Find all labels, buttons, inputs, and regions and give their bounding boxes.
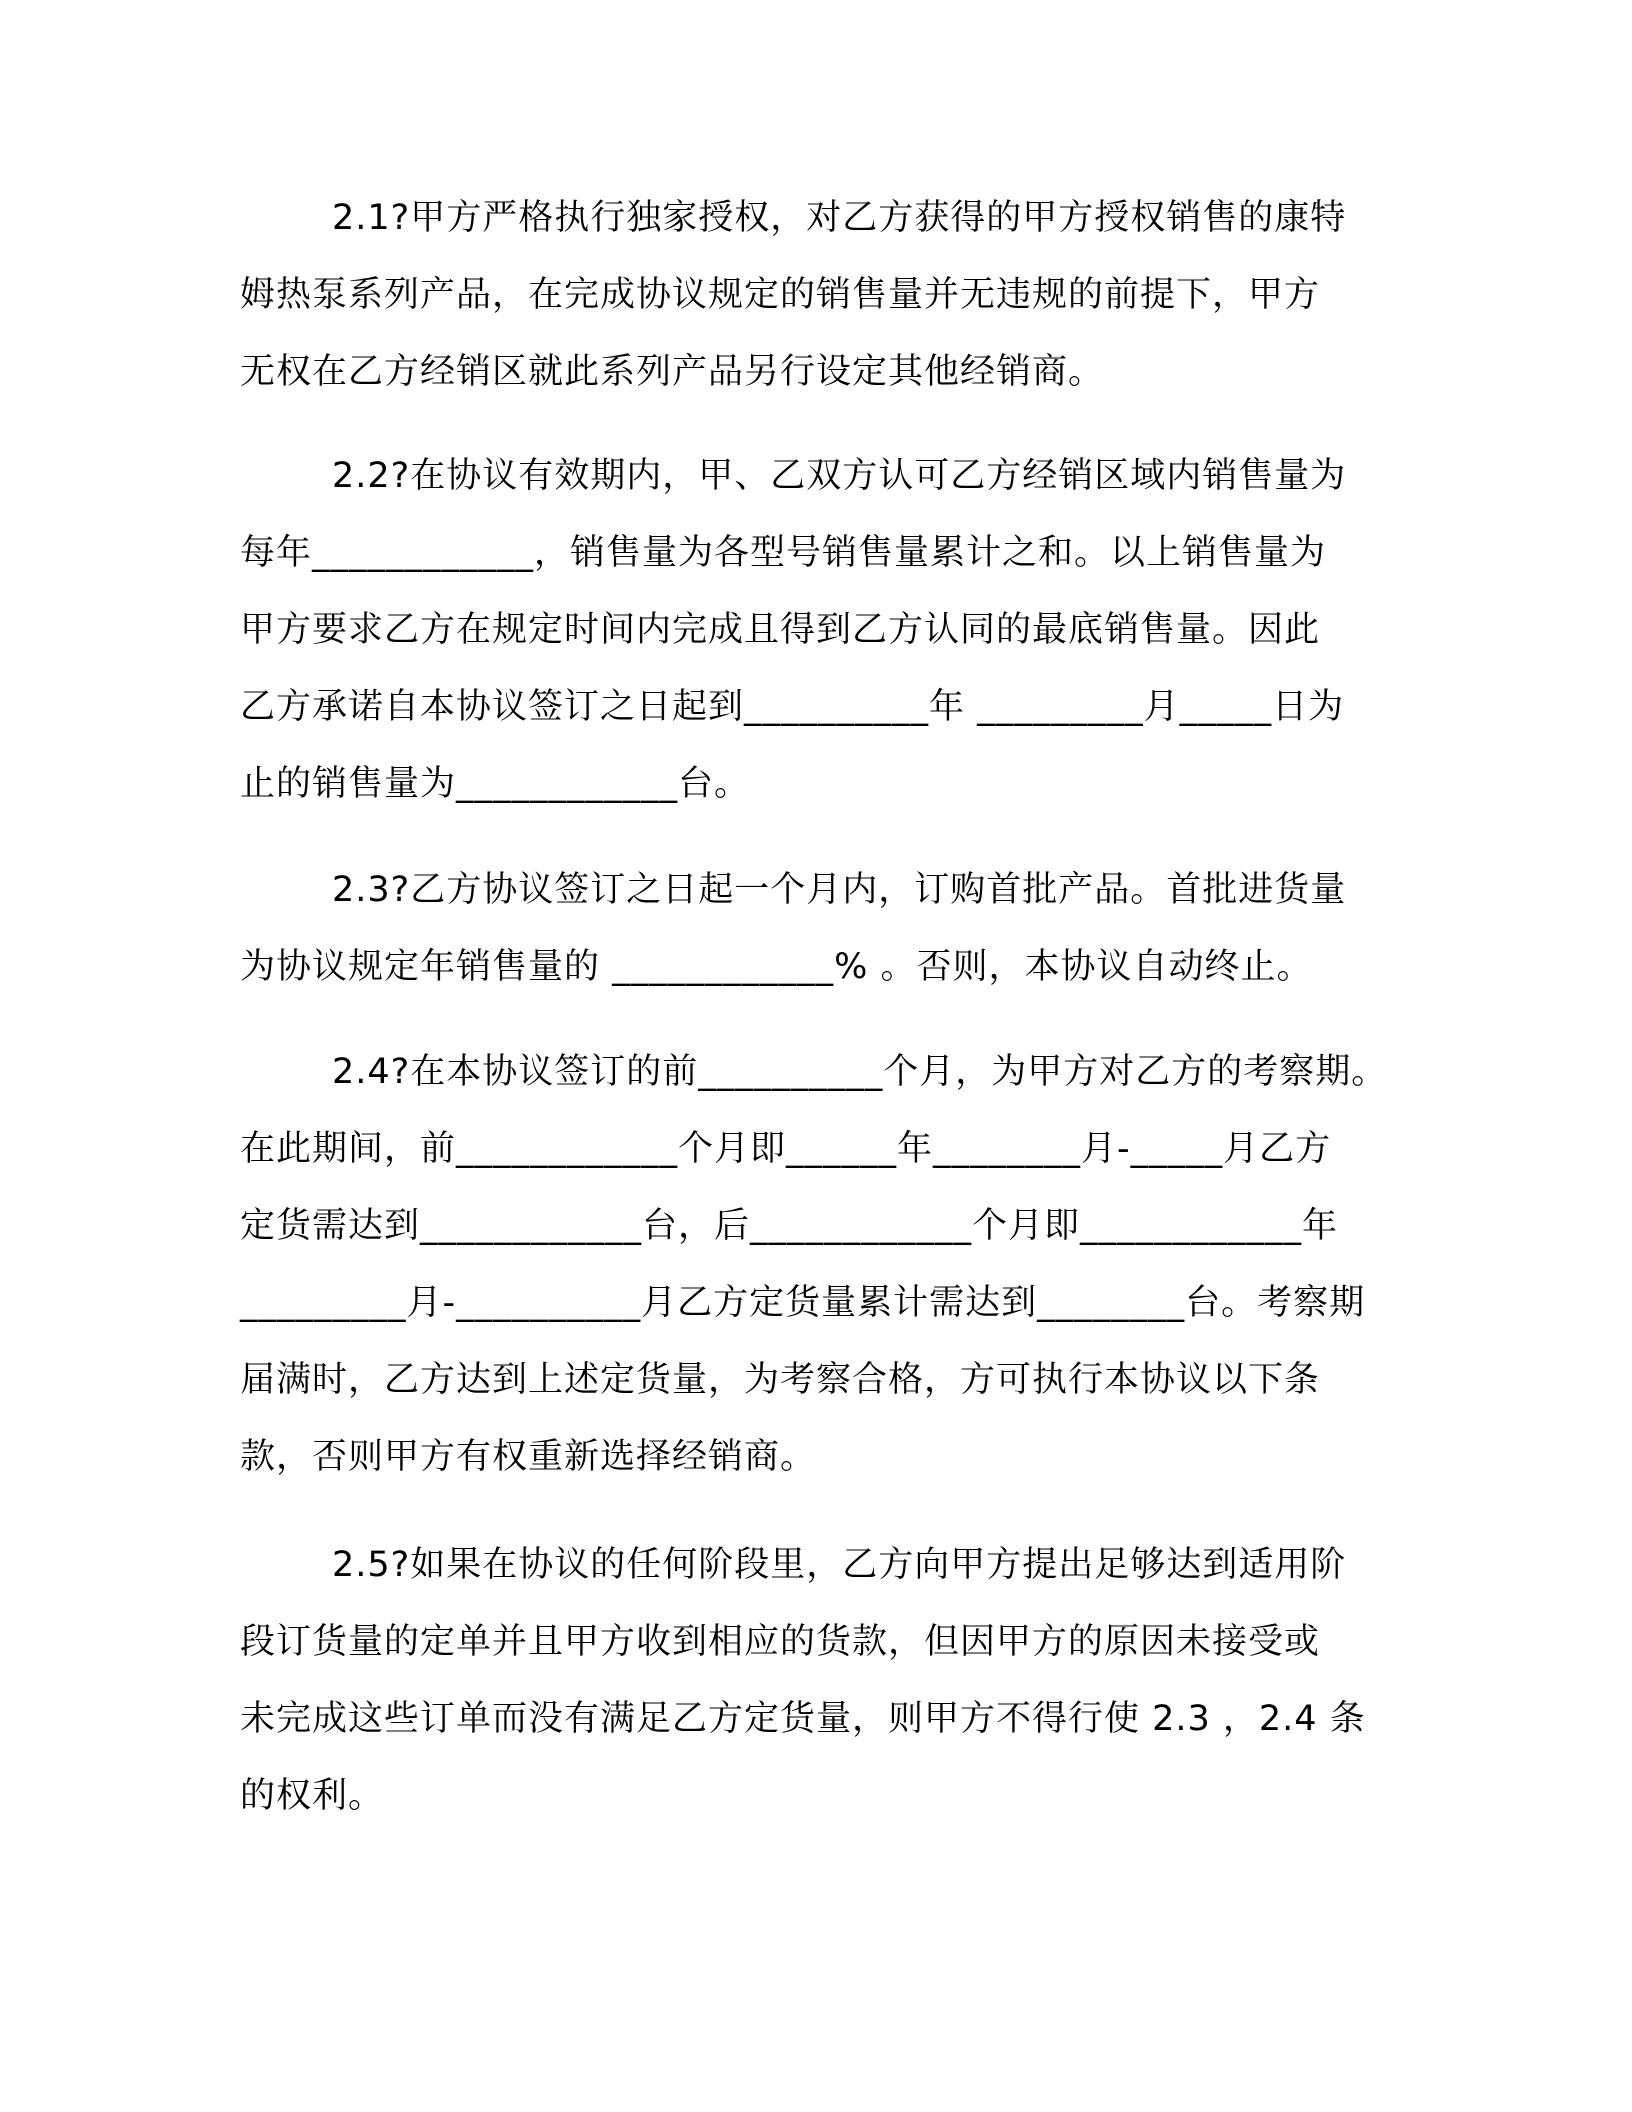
clause-2-4-paragraph: [240, 1034, 1405, 1496]
text-line: 2.3?乙方协议签订之日起一个月内，订购首批产品。首批进货量: [332, 870, 1347, 910]
text-line: 止的销售量为____________台。: [240, 764, 751, 804]
text-line: 未完成这些订单而没有满足乙方定货量，则甲方不得行使 2.3 ，2.4 条: [240, 1699, 1366, 1739]
clause-2-5-paragraph: [240, 1527, 1405, 1835]
text-line: 无权在乙方经销区就此系列产品另行设定其他经销商。: [240, 352, 1105, 392]
text-line: 2.5?如果在协议的任何阶段里，乙方向甲方提出足够达到适用阶: [332, 1545, 1347, 1585]
text-line: 款，否则甲方有权重新选择经销商。: [240, 1437, 817, 1477]
clause-2-2-paragraph: [240, 438, 1405, 823]
text-line: 的权利。: [240, 1776, 385, 1816]
text-line: 为协议规定年销售量的 ____________% 。否则，本协议自动终止。: [240, 947, 1313, 987]
text-line: _________月-__________月乙方定货量累计需达到________台。考察期: [240, 1283, 1366, 1323]
text-line: 在此期间，前____________个月即______年________月-_____月乙方: [240, 1129, 1332, 1169]
clause-2-3-paragraph: [240, 852, 1405, 1006]
text-line: 届满时，乙方达到上述定货量，为考察合格，方可执行本协议以下条: [240, 1360, 1321, 1400]
text-line: 乙方承诺自本协议签订之日起到__________年 _________月_____日为: [240, 687, 1345, 727]
clause-2-1-paragraph: [240, 180, 1405, 411]
text-line: 定货需达到____________台，后____________个月即____________年: [240, 1206, 1339, 1246]
text-line: 每年____________，销售量为各型号销售量累计之和。以上销售量为: [240, 533, 1327, 573]
text-line: 段订货量的定单并且甲方收到相应的货款，但因甲方的原因未接受或: [240, 1622, 1321, 1662]
text-line: 甲方要求乙方在规定时间内完成且得到乙方认同的最底销售量。因此: [240, 610, 1321, 650]
text-line: 2.1?甲方严格执行独家授权，对乙方获得的甲方授权销售的康特: [332, 198, 1347, 238]
text-line: 2.4?在本协议签订的前__________个月，为甲方对乙方的考察期。: [332, 1052, 1388, 1092]
text-line: 姆热泵系列产品，在完成协议规定的销售量并无违规的前提下，甲方: [240, 275, 1321, 315]
text-line: 2.2?在协议有效期内，甲、乙双方认可乙方经销区域内销售量为: [332, 456, 1347, 496]
